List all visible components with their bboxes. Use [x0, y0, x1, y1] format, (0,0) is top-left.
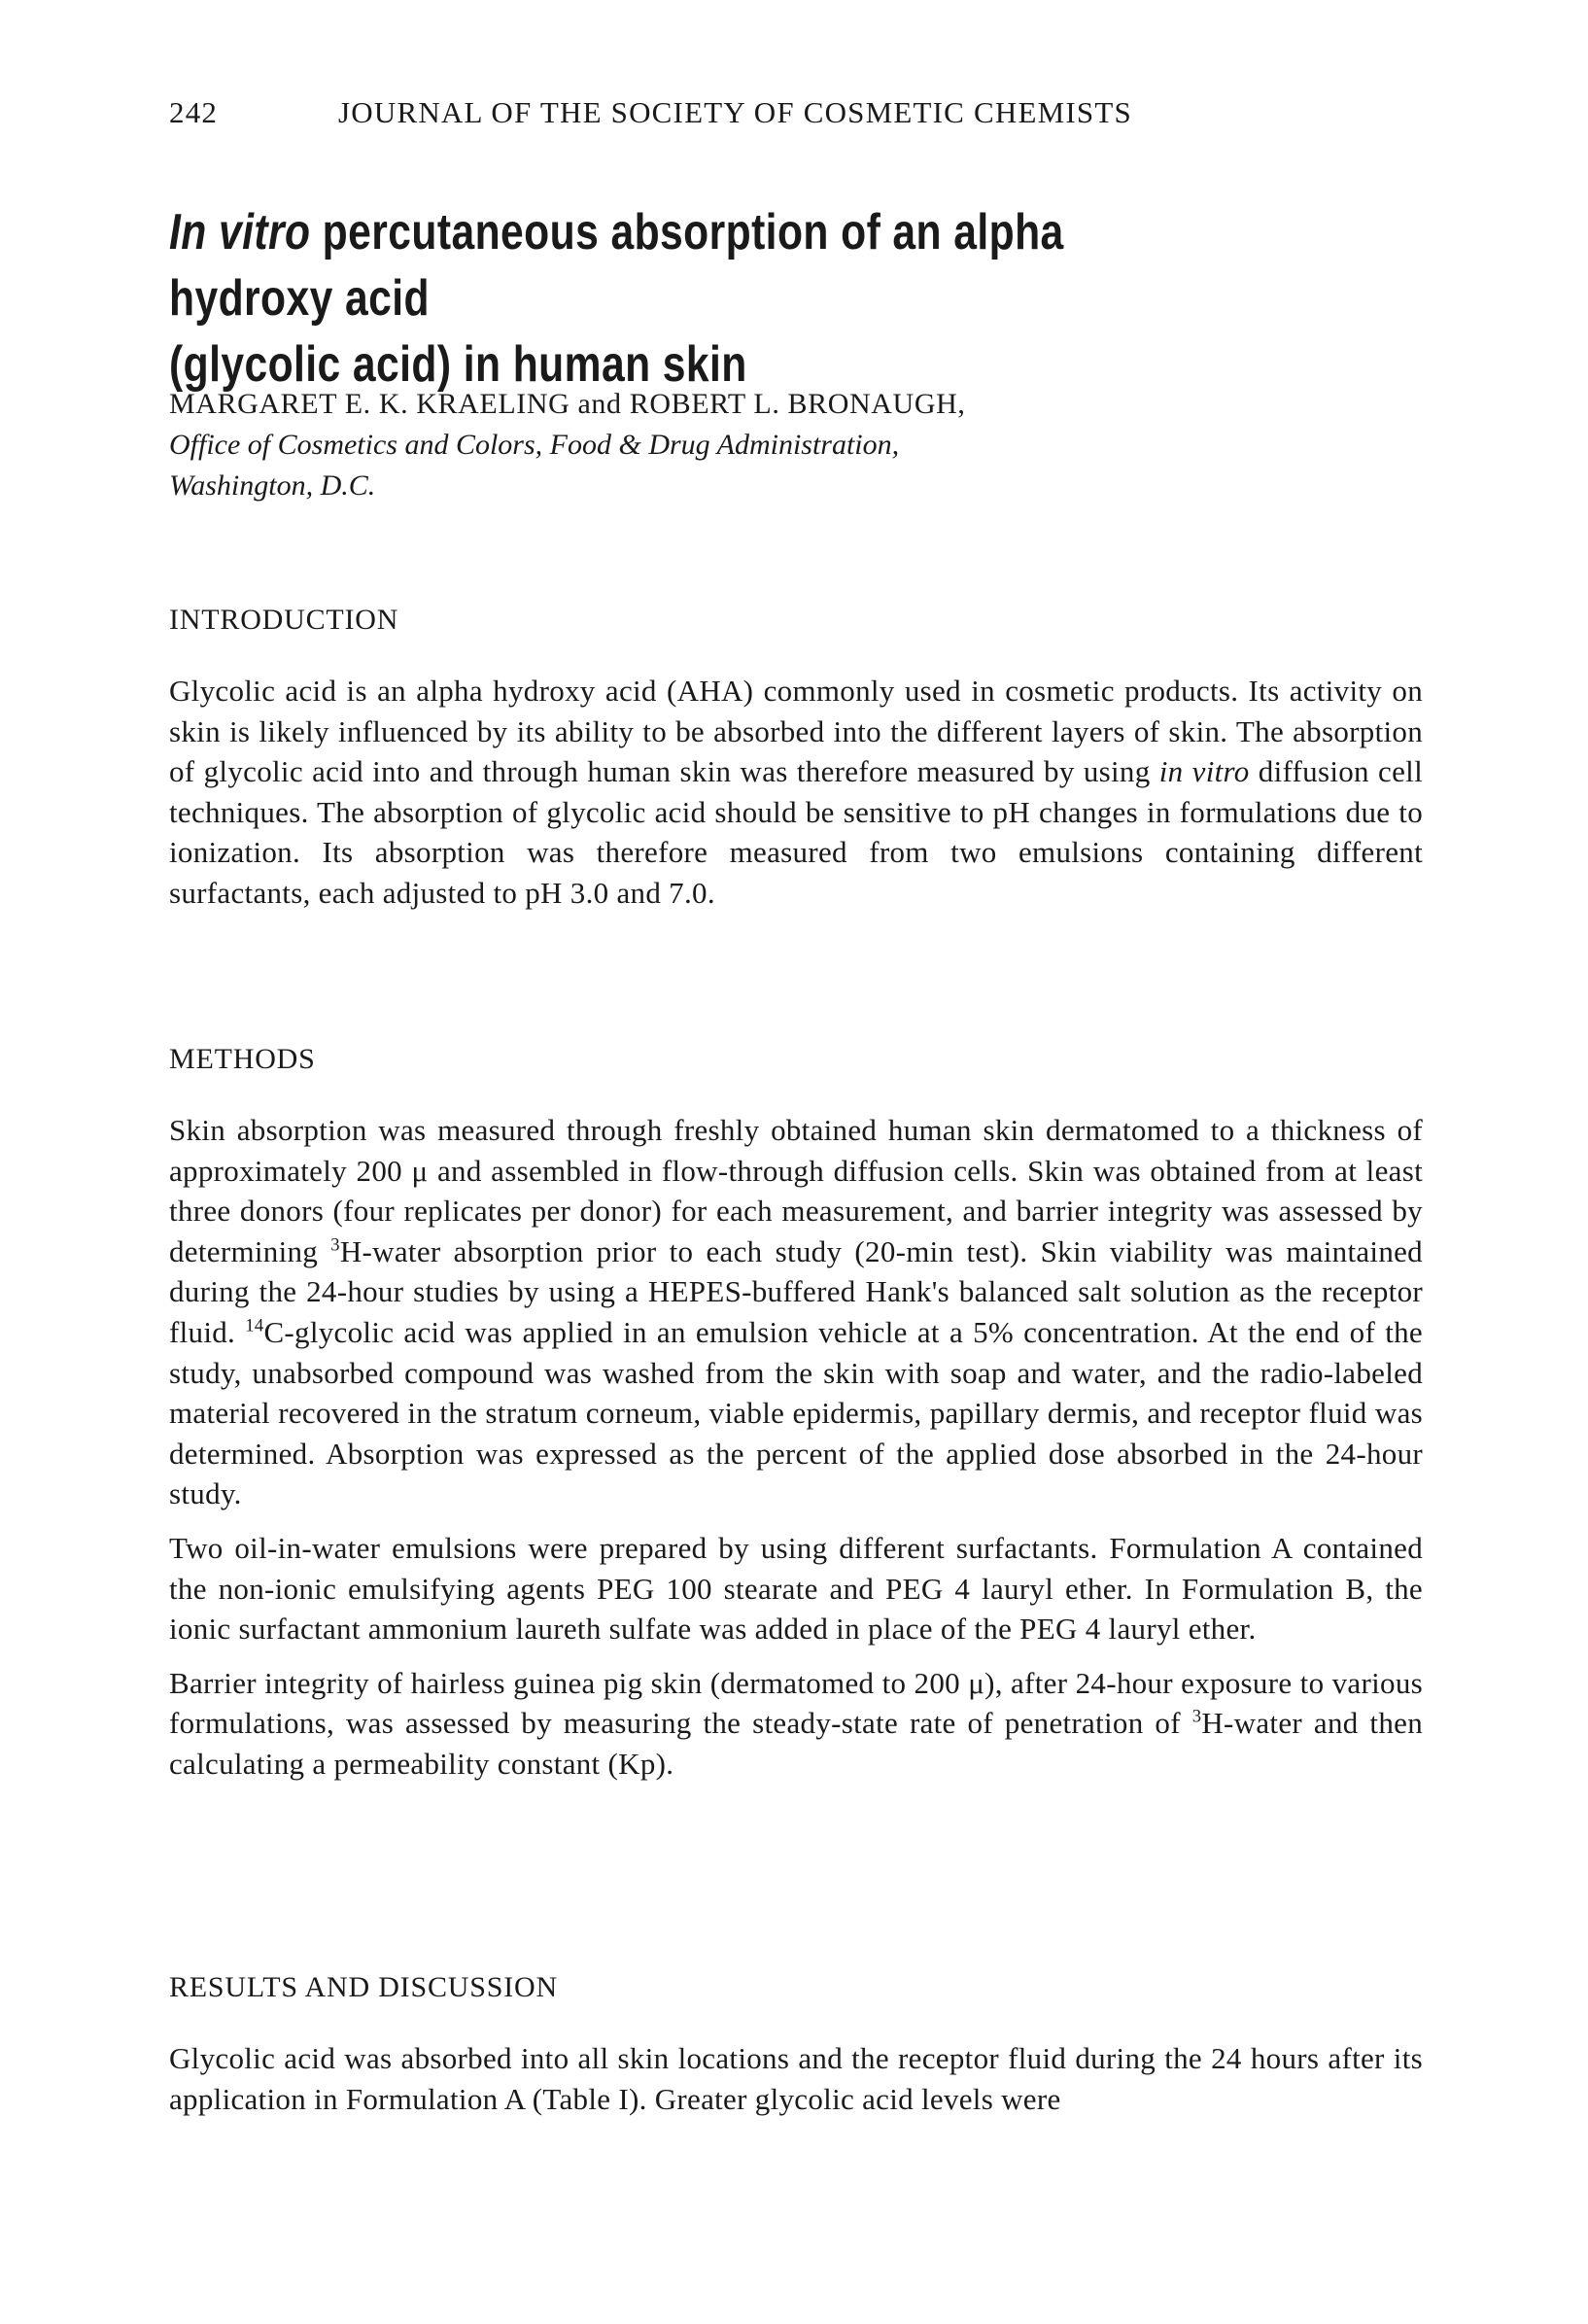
methods-p3-text-b: H-water and then calculating a permeability constant (Kp).	[169, 1706, 1423, 1781]
methods-paragraph-2: Two oil-in-water emulsions were prepared by using different surfactants. Formulation A contained the non-ionic emulsifying agents PEG 100 stearate and PEG 4 lauryl ether. In Formulation B, the ionic surfactant ammonium laureth sulfate was added in place of the PEG 4 lauryl ether.	[169, 1530, 1423, 1647]
title-line1: percutaneous absorption of an alpha hydroxy acid	[169, 204, 1064, 327]
intro-italic: in vitro	[1158, 754, 1250, 789]
intro-text-a: Glycolic acid is an alpha hydroxy acid (AHA) commonly used in cosmetic products. Its activity on skin is likely influenced by its ability to be absorbed into the different layers of skin. The absorption of glycolic acid into and through human skin was therefore measured by using	[169, 674, 1423, 789]
author-names: MARGARET E. K. KRAELING and ROBERT L. BRONAUGH,	[169, 388, 966, 420]
methods-p1-text-c: C-glycolic acid was applied in an emulsion vehicle at a 5% concentration. At the end of the study, unabsorbed compound was washed from the skin with soap and water, and the radio-labeled material recovered in the stratum corneum, viable epidermis, papillary dermis, and receptor fluid was determined. Absorption was expressed as the percent of the applied dose absorbed in the 24-hour study.	[169, 1314, 1423, 1511]
affiliation-line1: Office of Cosmetics and Colors, Food & Drug Administration,	[169, 429, 900, 461]
methods-section	[169, 1040, 1423, 1798]
superscript-3: 3	[330, 1234, 340, 1256]
title-line2: (glycolic acid) in human skin	[169, 336, 747, 393]
results-section	[169, 1968, 1423, 2133]
running-head	[169, 95, 1423, 130]
results-paragraph: Glycolic acid was absorbed into all skin locations and the receptor fluid during the 24 hours after its application in Formulation A (Table I). Greater glycolic acid levels were	[169, 2041, 1423, 2116]
methods-paragraph-3	[169, 1663, 1423, 1785]
affiliation-line2: Washington, D.C.	[169, 469, 376, 502]
title-italic: In vitro	[169, 204, 311, 260]
article-title	[169, 199, 1205, 398]
methods-heading: METHODS	[169, 1043, 316, 1075]
author-block	[169, 384, 1423, 506]
methods-p1-text-a: Skin absorption was measured through freshly obtained human skin dermatomed to a thickness of approximately 200 μ and assembled in flow-through diffusion cells. Skin was obtained from at least three donors (four replicates per donor) for each measurement, and barrier integrity was assessed by determining	[169, 1113, 1423, 1268]
methods-p3-text-a: Barrier integrity of hairless guinea pig skin (dermatomed to 200 μ), after 24-hour exposure to various formulations, was assessed by measuring the steady-state rate of penetration of	[169, 1665, 1423, 1741]
introduction-paragraph	[169, 671, 1423, 914]
introduction-heading: INTRODUCTION	[169, 604, 399, 636]
methods-paragraph-1	[169, 1110, 1423, 1514]
superscript-14: 14	[245, 1315, 264, 1336]
intro-text-b: diffusion cell techniques. The absorption of glycolic acid should be sensitive to pH changes in formulations due to ionization. Its absorption was therefore measured from two emulsions containing different surfactants, each adjusted to pH 3.0 and 7.0.	[169, 754, 1424, 910]
methods-p1-text-b: H-water absorption prior to each study (20-min test). Skin viability was maintained during the 24-hour studies by using a HEPES-buffered Hank's balanced salt solution as the receptor fluid.	[169, 1233, 1423, 1349]
results-heading: RESULTS AND DISCUSSION	[169, 1971, 558, 2003]
introduction-section	[169, 601, 1423, 927]
superscript-3b: 3	[1191, 1706, 1202, 1727]
journal-name: JOURNAL OF THE SOCIETY OF COSMETIC CHEMISTS	[338, 95, 1132, 129]
page-number: 242	[169, 95, 219, 129]
